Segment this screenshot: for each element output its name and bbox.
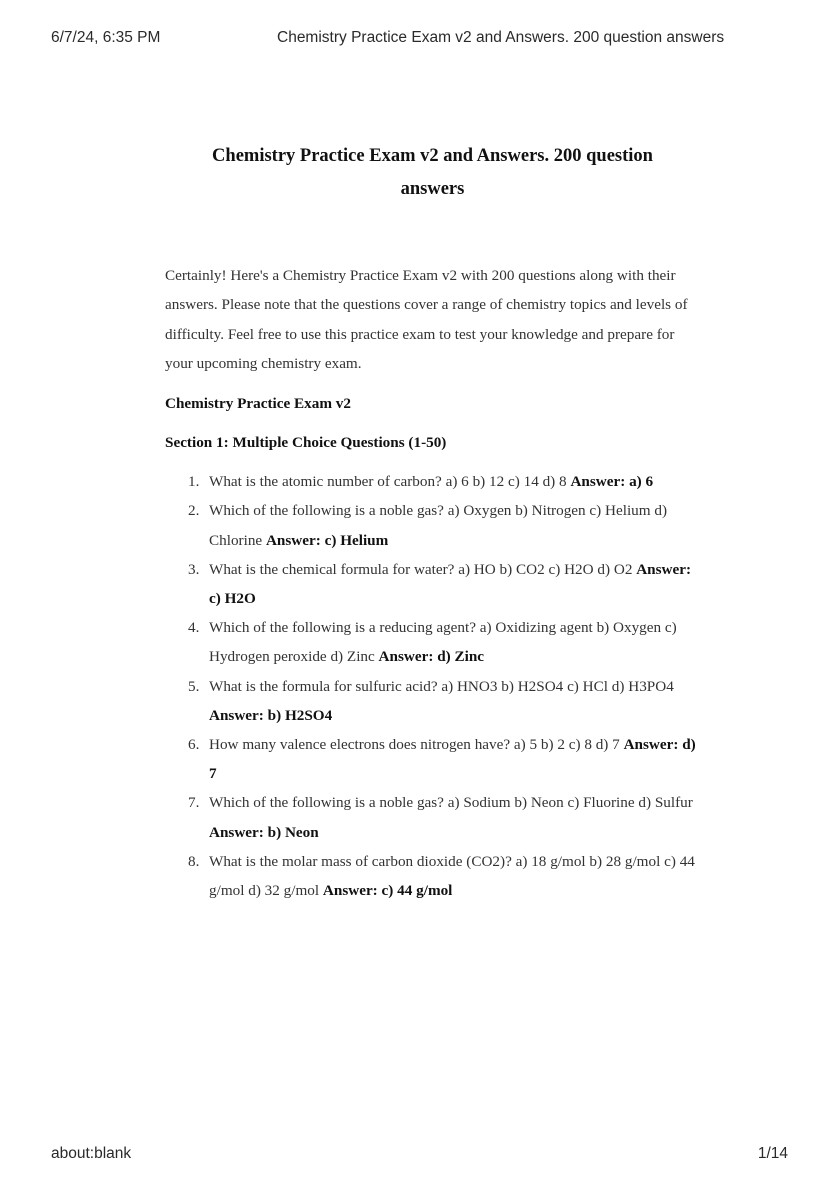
question-number: 8. [188,852,200,870]
question-item [165,467,700,496]
question-text: Which of the following is a reducing agent? a) Oxidizing agent b) Oxygen c) Hydrogen peroxide d) Zinc [209,619,677,666]
question-text: How many valence electrons does nitrogen have? a) 5 b) 2 c) 8 d) 7 [209,736,620,754]
question-item [165,555,700,613]
answer-label: Answer: [322,882,378,900]
question-item [165,730,700,788]
question-text: Which of the following is a noble gas? a) Oxygen b) Nitrogen c) Helium d) Chlorine [209,502,668,549]
answer-label: Answer: [209,706,264,724]
question-text: What is the formula for sulfuric acid? a) HNO3 b) H2SO4 c) HCl d) H3PO4 [209,677,674,695]
question-item [165,496,700,554]
answer-value: c) H2O [209,590,256,607]
answer-label: Answer: [265,531,321,549]
answer-value: d) Zinc [437,648,485,666]
answer-value: d) 7 [209,736,696,783]
question-item [165,613,700,671]
question-number: 1. [188,473,200,491]
question-item [165,672,700,730]
answer-value: a) 6 [629,473,654,491]
document-title-line-1: Chemistry Practice Exam v2 and Answers. 200 question [212,146,653,166]
question-text: Which of the following is a noble gas? a) Sodium b) Neon c) Fluorine d) Sulfur [209,794,693,812]
question-number: 3. [188,560,200,578]
print-header-title: Chemistry Practice Exam v2 and Answers. 200 question answers [277,29,725,46]
question-number: 7. [188,794,200,812]
question-number: 4. [188,619,200,637]
answer-label: Answer: [636,560,692,578]
print-footer-url: about:blank [51,1145,132,1162]
print-header-datetime: 6/7/24, 6:35 PM [51,29,161,46]
answer-value: c) 44 g/mol [381,882,453,900]
exam-heading: Chemistry Practice Exam v2 [165,395,351,413]
answer-value: b) H2SO4 [267,706,333,724]
document-title [165,140,700,206]
document-body [165,140,700,905]
document-title-line-2: answers [400,179,465,199]
question-item [165,847,700,905]
section-heading: Section 1: Multiple Choice Questions (1-50) [165,434,447,452]
answer-label: Answer: [570,473,626,491]
answer-label: Answer: [209,823,264,841]
question-text: What is the chemical formula for water? a) HO b) CO2 c) H2O d) O2 [209,560,633,578]
intro-paragraph: Certainly! Here's a Chemistry Practice Exam v2 with 200 questions along with their answers. Please note that the questions cover a range of chemistry topics and levels of difficulty. Feel free to use this practice exam to test your knowledge and prepare for your upcoming chemistry exam. [165,267,688,372]
answer-label: Answer: [378,648,434,666]
question-list [165,467,700,905]
question-number: 2. [188,502,200,520]
answer-value: c) Helium [324,531,389,549]
question-number: 6. [188,736,200,754]
question-text: What is the molar mass of carbon dioxide (CO2)? a) 18 g/mol b) 28 g/mol c) 44 g/mol d) 32 g/mol [209,852,695,900]
question-text: What is the atomic number of carbon? a) 6 b) 12 c) 14 d) 8 [209,473,567,491]
answer-label: Answer: [623,736,679,754]
answer-value: b) Neon [267,823,319,841]
print-footer-page-number: 1/14 [757,1145,788,1162]
question-number: 5. [188,677,200,695]
question-item [165,788,700,846]
